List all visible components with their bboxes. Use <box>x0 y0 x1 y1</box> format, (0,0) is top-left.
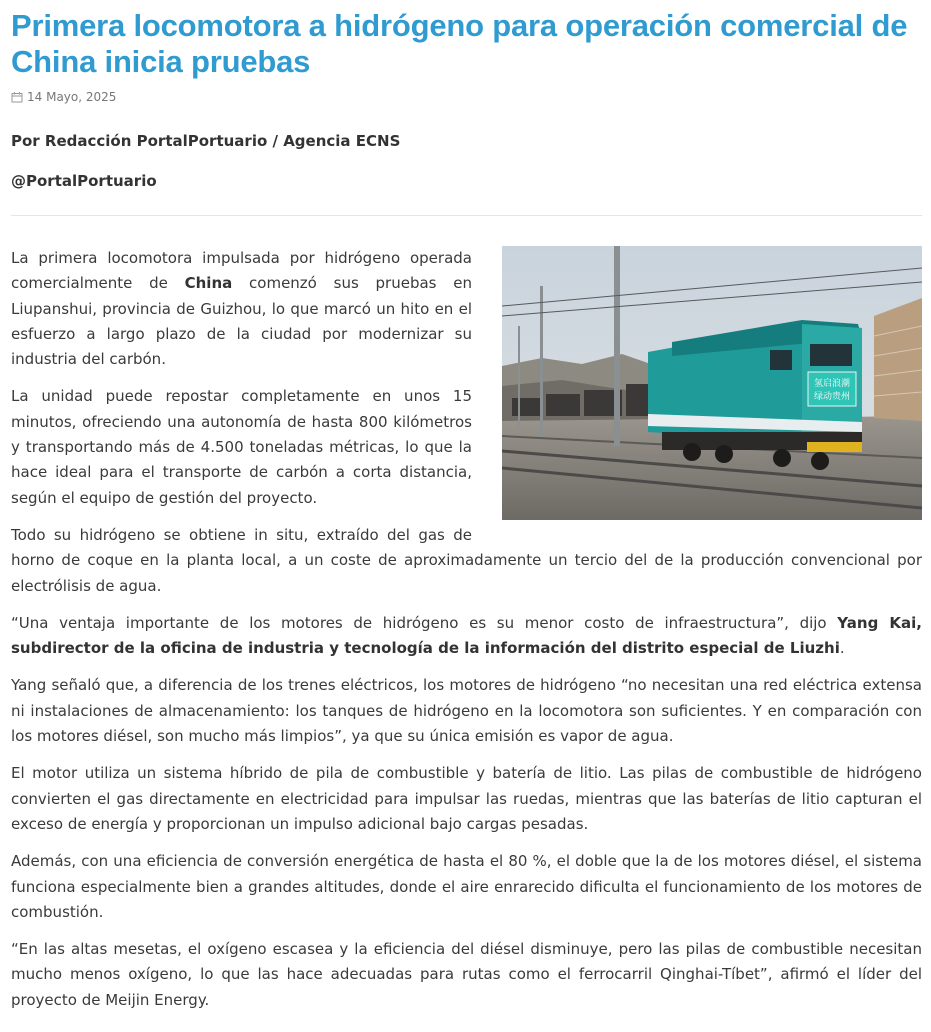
paragraph-8: “En las altas mesetas, el oxígeno escasea y la eficiencia del diésel disminuye, pero las pilas de combustible necesitan mucho menos oxígeno, lo que las hace adecuadas para rutas como el ferrocarril Qinghai-Tíbet”, afirmó el líder del proyecto de Meijin Energy. <box>11 940 922 1009</box>
calendar-icon <box>11 91 23 103</box>
publish-date: 14 Mayo, 2025 <box>27 90 117 104</box>
locomotive-photo <box>502 246 922 520</box>
article-meta <box>11 88 922 106</box>
paragraph-4: “Una ventaja importante de los motores de hidrógeno es su menor costo de infraestructura”, dijo Yang Kai, subdirector de la oficina de industria y tecnología de la información del distrito especial de Liuzhi. <box>11 613 922 658</box>
article-body <box>11 246 922 1013</box>
article <box>11 0 922 1013</box>
article-title: Primera locomotora a hidrógeno para operación comercial de China inicia pruebas <box>11 8 908 79</box>
paragraph-7: Además, con una eficiencia de conversión energética de hasta el 80 %, el doble que la de los motores diésel, el sistema funciona especialmente bien a grandes altitudes, donde el aire enrarecido dificulta el funcionamiento de los motores de combustión. <box>11 852 922 921</box>
divider <box>11 215 922 216</box>
sign-line-1: 氢启浪潮 <box>813 379 851 389</box>
bold-yang-kai: Yang Kai, subdirector de la oficina de industria y tecnología de la información del distrito especial de Liuzhi <box>11 613 922 658</box>
paragraph-2: La unidad puede repostar completamente en unos 15 minutos, ofreciendo una autonomía de hasta 800 kilómetros y transportando más de 4.500 toneladas métricas, lo que la hace ideal para el transporte de carbón a corta distancia, según el equipo de gestión del proyecto. <box>11 387 472 507</box>
sign-line-2: 绿动贵州 <box>813 392 851 402</box>
byline: Por Redacción PortalPortuario / Agencia ECNS <box>11 132 401 150</box>
paragraph-3: Todo su hidrógeno se obtiene in situ, extraído del gas de horno de coque en la planta local, a un coste de aproximadamente un tercio del de la producción convencional por electrólisis de agua. <box>11 525 922 595</box>
paragraph-5: Yang señaló que, a diferencia de los trenes eléctricos, los motores de hidrógeno “no necesitan una red eléctrica extensa ni instalaciones de almacenamiento: los tanques de hidrógeno en la locomotora son suficientes. Y en comparación con los motores diésel, son mucho más limpios”, ya que su única emisión es vapor de agua. <box>11 676 922 746</box>
author-handle[interactable]: @PortalPortuario <box>11 172 157 190</box>
paragraph-6: El motor utiliza un sistema híbrido de pila de combustible y batería de litio. Las pilas de combustible de hidrógeno convierten el gas directamente en electricidad para impulsar las ruedas, mientras que las baterías de litio capturan el exceso de energía y proporcionan un impulso adicional bajo cargas pesadas. <box>11 764 922 833</box>
paragraph-1: La primera locomotora impulsada por hidrógeno operada comercialmente de China comenzó sus pruebas en Liupanshui, provincia de Guizhou, lo que marcó un hito en el esfuerzo a largo plazo de la ciudad por modernizar su industria del carbón. <box>11 249 472 369</box>
bold-china: China <box>184 274 233 293</box>
